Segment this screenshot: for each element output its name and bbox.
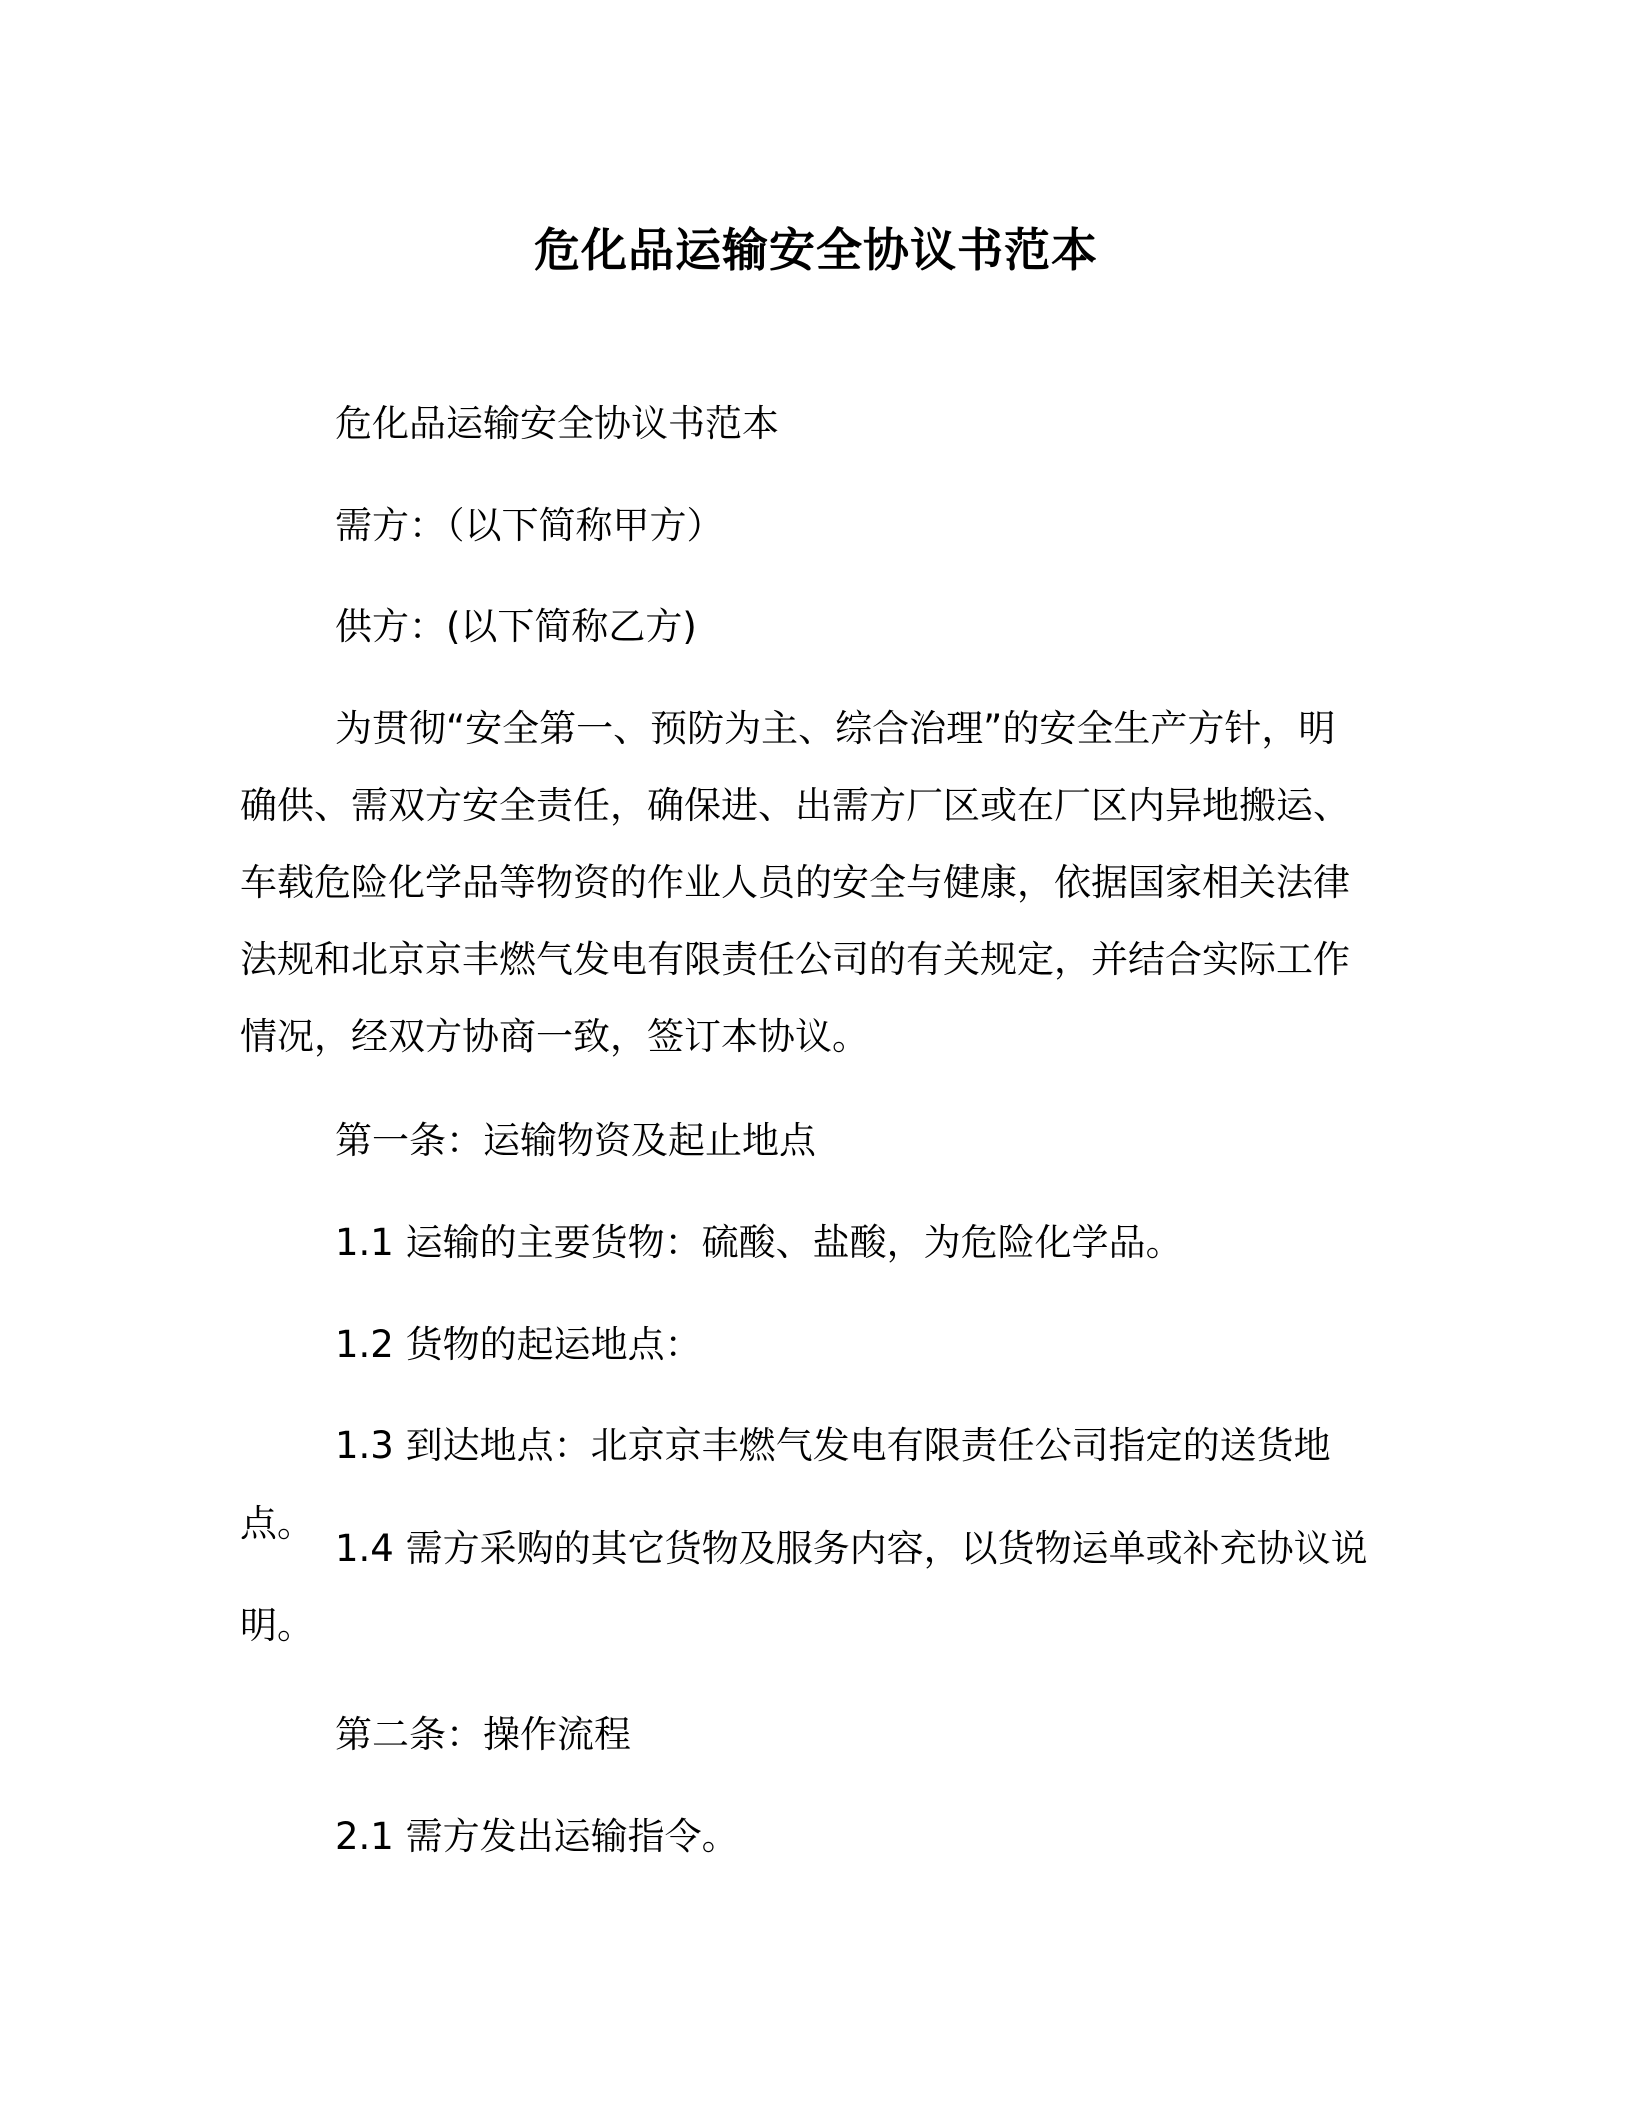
intro-line: 法规和北京京丰燃气发电有限责任公司的有关规定，并结合实际工作 (240, 938, 1350, 981)
intro-paragraph (240, 690, 1400, 1075)
supplier-paragraph: 供方：(以下简称乙方) (335, 605, 697, 648)
subtitle-paragraph: 危化品运输安全协议书范本 (335, 402, 779, 445)
intro-line: 为贯彻“安全第一、预防为主、综合治理”的安全生产方针，明 (335, 707, 1336, 750)
article-2-heading: 第二条：操作流程 (335, 1713, 631, 1756)
item-1-3: 1.3 到达地点：北京京丰燃气发电有限责任公司指定的送货地点。 (240, 1424, 1331, 1545)
item-1-1: 1.1 运输的主要货物：硫酸、盐酸，为危险化学品。 (335, 1221, 1183, 1264)
intro-line: 确供、需双方安全责任，确保进、出需方厂区或在厂区内异地搬运、 (240, 784, 1350, 827)
intro-line: 车载危险化学品等物资的作业人员的安全与健康，依据国家相关法律 (240, 861, 1350, 904)
article-1-heading: 第一条：运输物资及起止地点 (335, 1119, 816, 1162)
item-1-4-paragraph (240, 1510, 1400, 1664)
item-1-2: 1.2 货物的起运地点： (335, 1323, 702, 1366)
item-2-1: 2.1 需方发出运输指令。 (335, 1815, 739, 1858)
intro-line: 情况，经双方协商一致，签订本协议。 (240, 1015, 869, 1058)
document-title: 危化品运输安全协议书范本 (534, 223, 1098, 277)
item-1-4-line: 1.4 需方采购的其它货物及服务内容，以货物运单或补充协议说 (335, 1527, 1368, 1570)
buyer-paragraph: 需方：（以下简称甲方） (335, 504, 724, 547)
item-1-4-line: 明。 (240, 1604, 314, 1647)
